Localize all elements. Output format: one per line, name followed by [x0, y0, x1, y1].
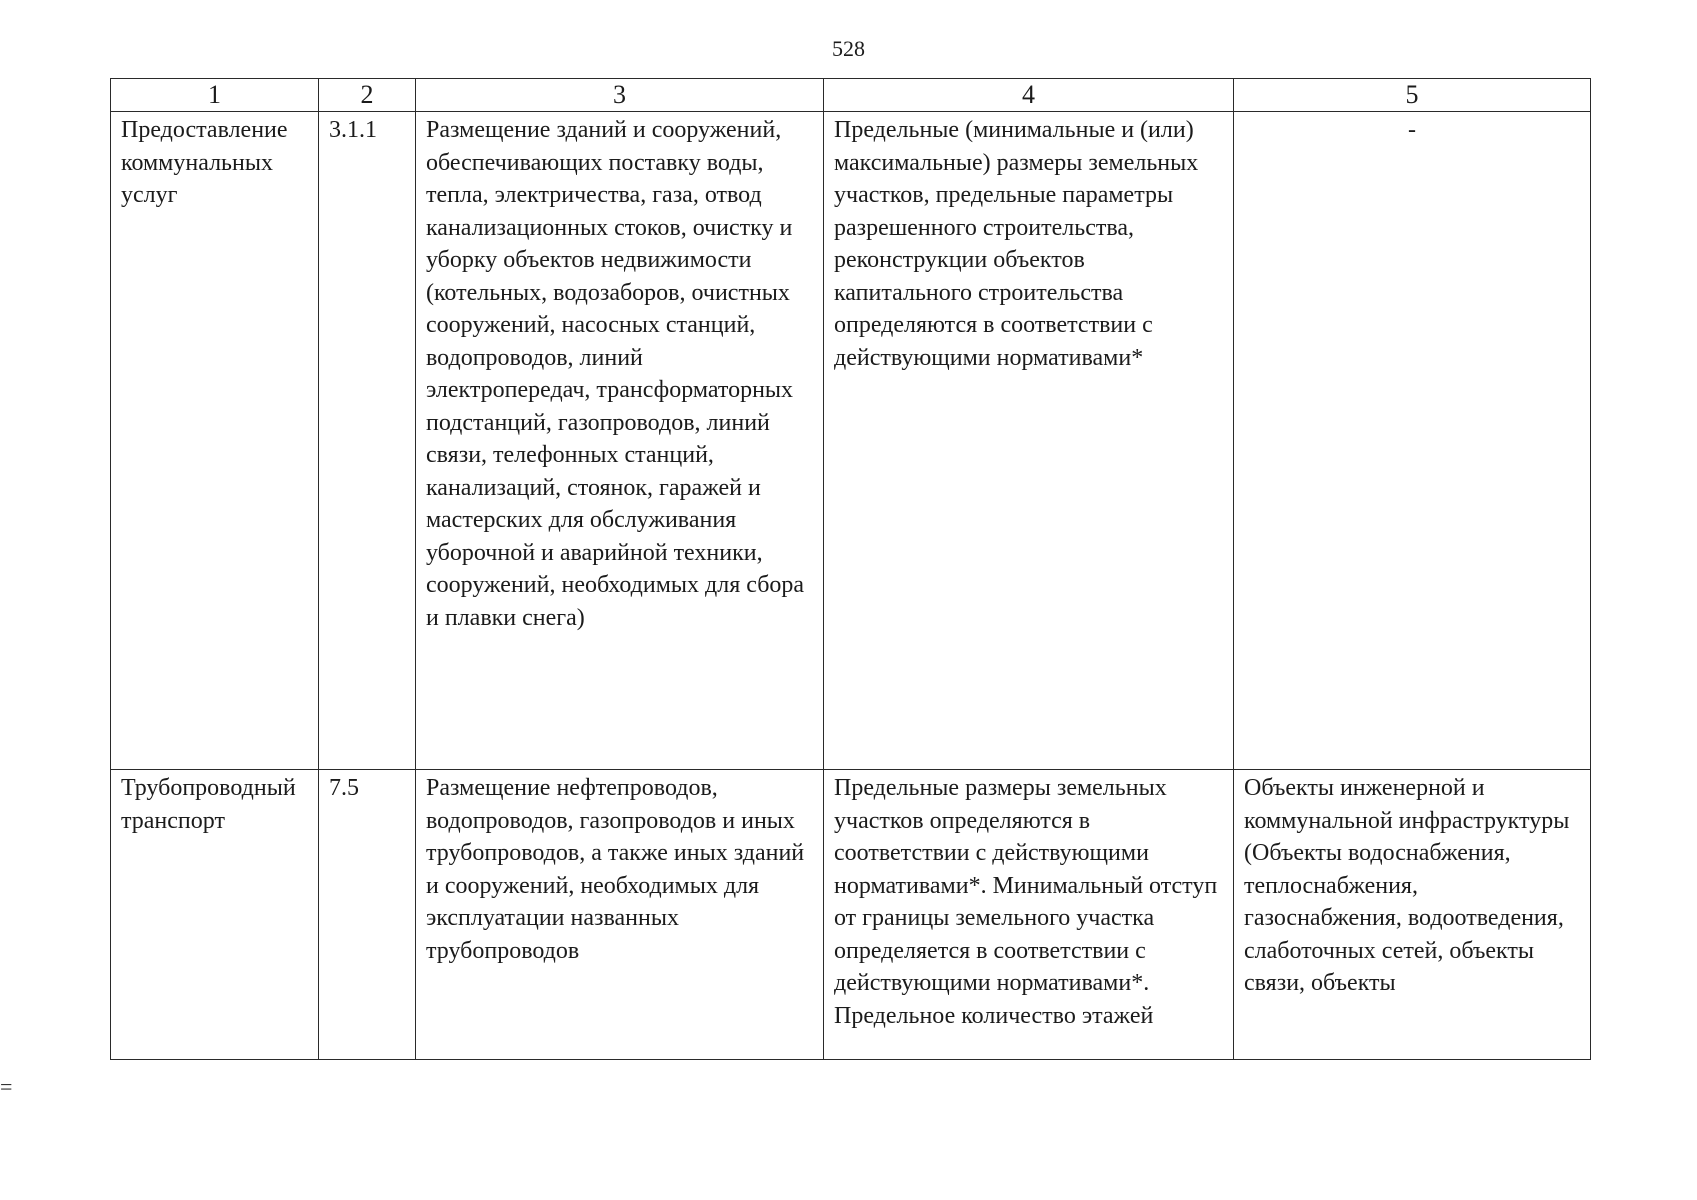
use-type-objects: - [1234, 112, 1591, 770]
table-row [111, 770, 1591, 1060]
column-header-3: 3 [416, 79, 824, 112]
use-type-code: 7.5 [319, 770, 416, 1060]
use-type-description: Размещение нефтепроводов, водопроводов, газопроводов и иных трубопроводов, а также иных зданий и сооружений, необходимых для эксплуатации названных трубопроводов [416, 770, 824, 1060]
column-header-4: 4 [824, 79, 1234, 112]
use-type-objects: Объекты инженерной и коммунальной инфраструктуры (Объекты водоснабжения, теплоснабжения, газоснабжения, водоотведения, слаботочных сетей, объекты связи, объекты [1234, 770, 1591, 1060]
table-row [111, 112, 1591, 770]
use-type-parameters: Предельные размеры земельных участков определяются в соответствии с действующими нормативами*. Минимальный отступ от границы земельного участка определяется в соответствии с действующими нормативами*. Предельное количество этажей [824, 770, 1234, 1060]
use-type-name: Трубопроводный транспорт [111, 770, 319, 1060]
column-header-1: 1 [111, 79, 319, 112]
page-number: 528 [832, 36, 865, 61]
use-type-name: Предоставление коммунальных услуг [111, 112, 319, 770]
scan-edge-mark: = [0, 1074, 13, 1099]
table-header-row [111, 79, 1591, 112]
land-use-table [110, 78, 1591, 1060]
use-type-parameters: Предельные (минимальные и (или) максимальные) размеры земельных участков, предельные параметры разрешенного строительства, реконструкции объектов капитального строительства определяются в соответствии с действующими нормативами* [824, 112, 1234, 770]
column-header-2: 2 [319, 79, 416, 112]
use-type-code: 3.1.1 [319, 112, 416, 770]
column-header-5: 5 [1234, 79, 1591, 112]
use-type-description: Размещение зданий и сооружений, обеспечивающих поставку воды, тепла, электричества, газа, отвод канализационных стоков, очистку и уборку объектов недвижимости (котельных, водозаборов, очистных сооружений, насосных станций, водопроводов, линий электропередач, трансформаторных подстанций, газопроводов, линий связи, телефонных станций, канализаций, стоянок, гаражей и мастерских для обслуживания уборочной и аварийной техники, сооружений, необходимых для сбора и плавки снега) [416, 112, 824, 770]
